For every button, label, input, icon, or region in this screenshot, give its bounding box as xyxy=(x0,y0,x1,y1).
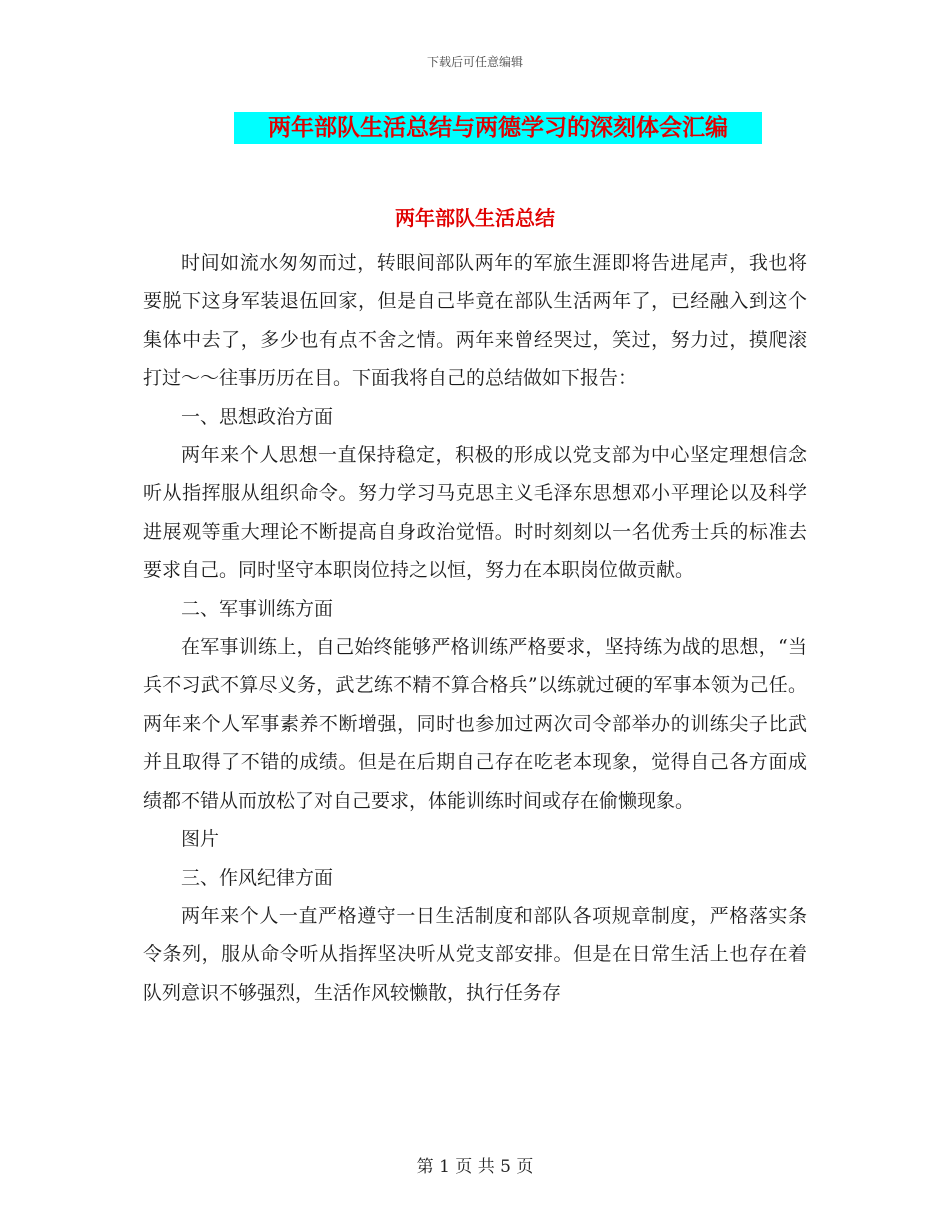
heading-military-training: 二、军事训练方面 xyxy=(181,597,334,620)
paragraph-military-training: 在军事训练上，自己始终能够严格训练严格要求，坚持练为战的思想，“当兵不习武不算尽义务，武艺练不精不算合格兵”以练就过硬的军事本领为己任。两年来个人军事素养不断增强，同时也参加过两次司令部举办的训练尖子比武并且取得了不错的成绩。但是在后期自己存在吃老本现象，觉得自己各方面成绩都不错从而放松了对自己要求，体能训练时间或存在偷懒现象。 xyxy=(143,636,807,812)
document-body xyxy=(143,244,807,1012)
document-title: 两年部队生活总结与两德学习的深刻体会汇编 xyxy=(234,112,762,144)
heading-ideology: 一、思想政治方面 xyxy=(181,405,334,428)
image-placeholder-label: 图片 xyxy=(181,828,220,851)
header-note: 下载后可任意编辑 xyxy=(426,55,523,69)
paragraph-intro: 时间如流水匆匆而过，转眼间部队两年的军旅生涯即将告进尾声，我也将要脱下这身军装退伍回家，但是自己毕竟在部队生活两年了，已经融入到这个集体中去了，多少也有点不舍之情。两年来曾经哭过，笑过，努力过，摸爬滚打过～～往事历历在目。下面我将自己的总结做如下报告： xyxy=(143,252,807,390)
paragraph-discipline: 两年来个人一直严格遵守一日生活制度和部队各项规章制度，严格落实条令条列，服从命令听从指挥坚决听从党支部安排。但是在日常生活上也存在着队列意识不够强烈，生活作风较懒散，执行任务存 xyxy=(143,904,807,1004)
paragraph-ideology: 两年来个人思想一直保持稳定，积极的形成以党支部为中心坚定理想信念听从指挥服从组织命令。努力学习马克思主义毛泽东思想邓小平理论以及科学进展观等重大理论不断提高自身政治觉悟。时时刻刻以一名优秀士兵的标准去要求自己。同时坚守本职岗位持之以恒，努力在本职岗位做贡献。 xyxy=(143,444,807,582)
page-number-footer: 第 1 页 共 5 页 xyxy=(416,1157,534,1177)
heading-discipline: 三、作风纪律方面 xyxy=(181,866,334,889)
section-title: 两年部队生活总结 xyxy=(395,206,555,230)
